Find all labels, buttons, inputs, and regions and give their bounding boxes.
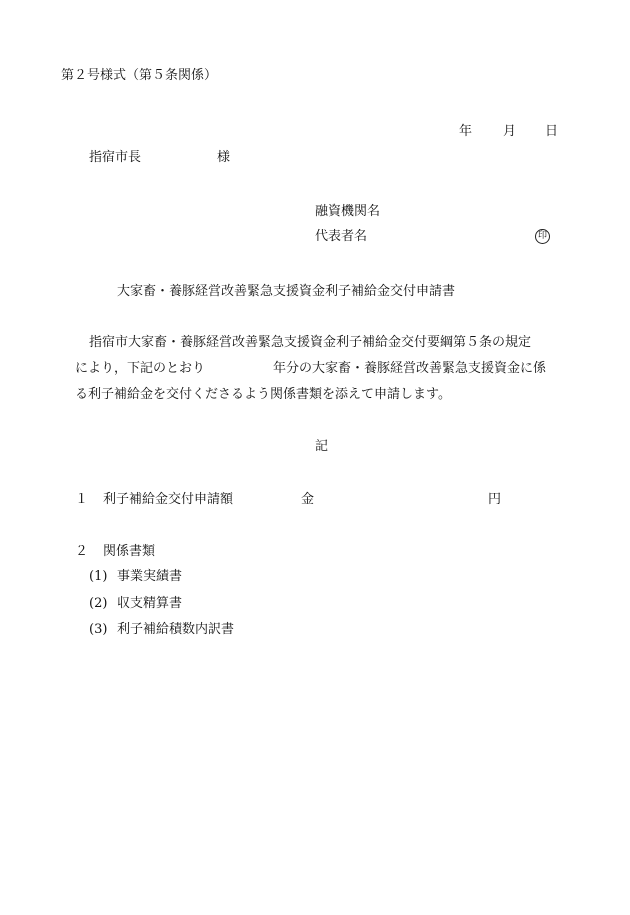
item1-label: 利子補給金交付申請額 [103,492,234,507]
body-line-1: 指宿市大家畜・養豚経営改善緊急支援資金利子補給金交付要綱第５条の規定 [89,335,532,350]
item2-label: 関係書類 [103,544,156,559]
addressee-name: 指宿市長 [89,150,142,165]
item2-number: ２ [75,544,89,559]
date-month-label: 月 [503,124,517,139]
doc-2-label: 収支精算書 [117,596,183,611]
doc-2-number: (2) [89,596,108,611]
item1-prefix: 金 [301,492,315,507]
doc-3-label: 利子補給積数内訳書 [117,622,235,637]
date-year-label: 年 [459,124,473,139]
body-line-2b: 年分の大家畜・養豚経営改善緊急支援資金に係 [273,361,547,376]
item1-number: １ [75,492,89,507]
form-number: 第２号様式（第５条関係） [61,68,218,83]
body-line-2a: により，下記のとおり [75,361,206,376]
doc-3-number: (3) [89,622,108,637]
date-day-label: 日 [545,124,559,139]
doc-1-label: 事業実績書 [117,569,183,584]
doc-1-number: (1) [89,569,108,584]
seal-mark: 印 [535,229,550,244]
institution-label: 融資機関名 [315,204,381,219]
document-title: 大家畜・養豚経営改善緊急支援資金利子補給金交付申請書 [117,284,456,299]
body-line-3: る利子補給金を交付くださるよう関係書類を添えて申請します。 [75,387,451,402]
representative-label: 代表者名 [315,229,368,244]
addressee-honorific: 様 [217,150,231,165]
item1-suffix: 円 [488,492,502,507]
ki-heading: 記 [315,439,329,454]
